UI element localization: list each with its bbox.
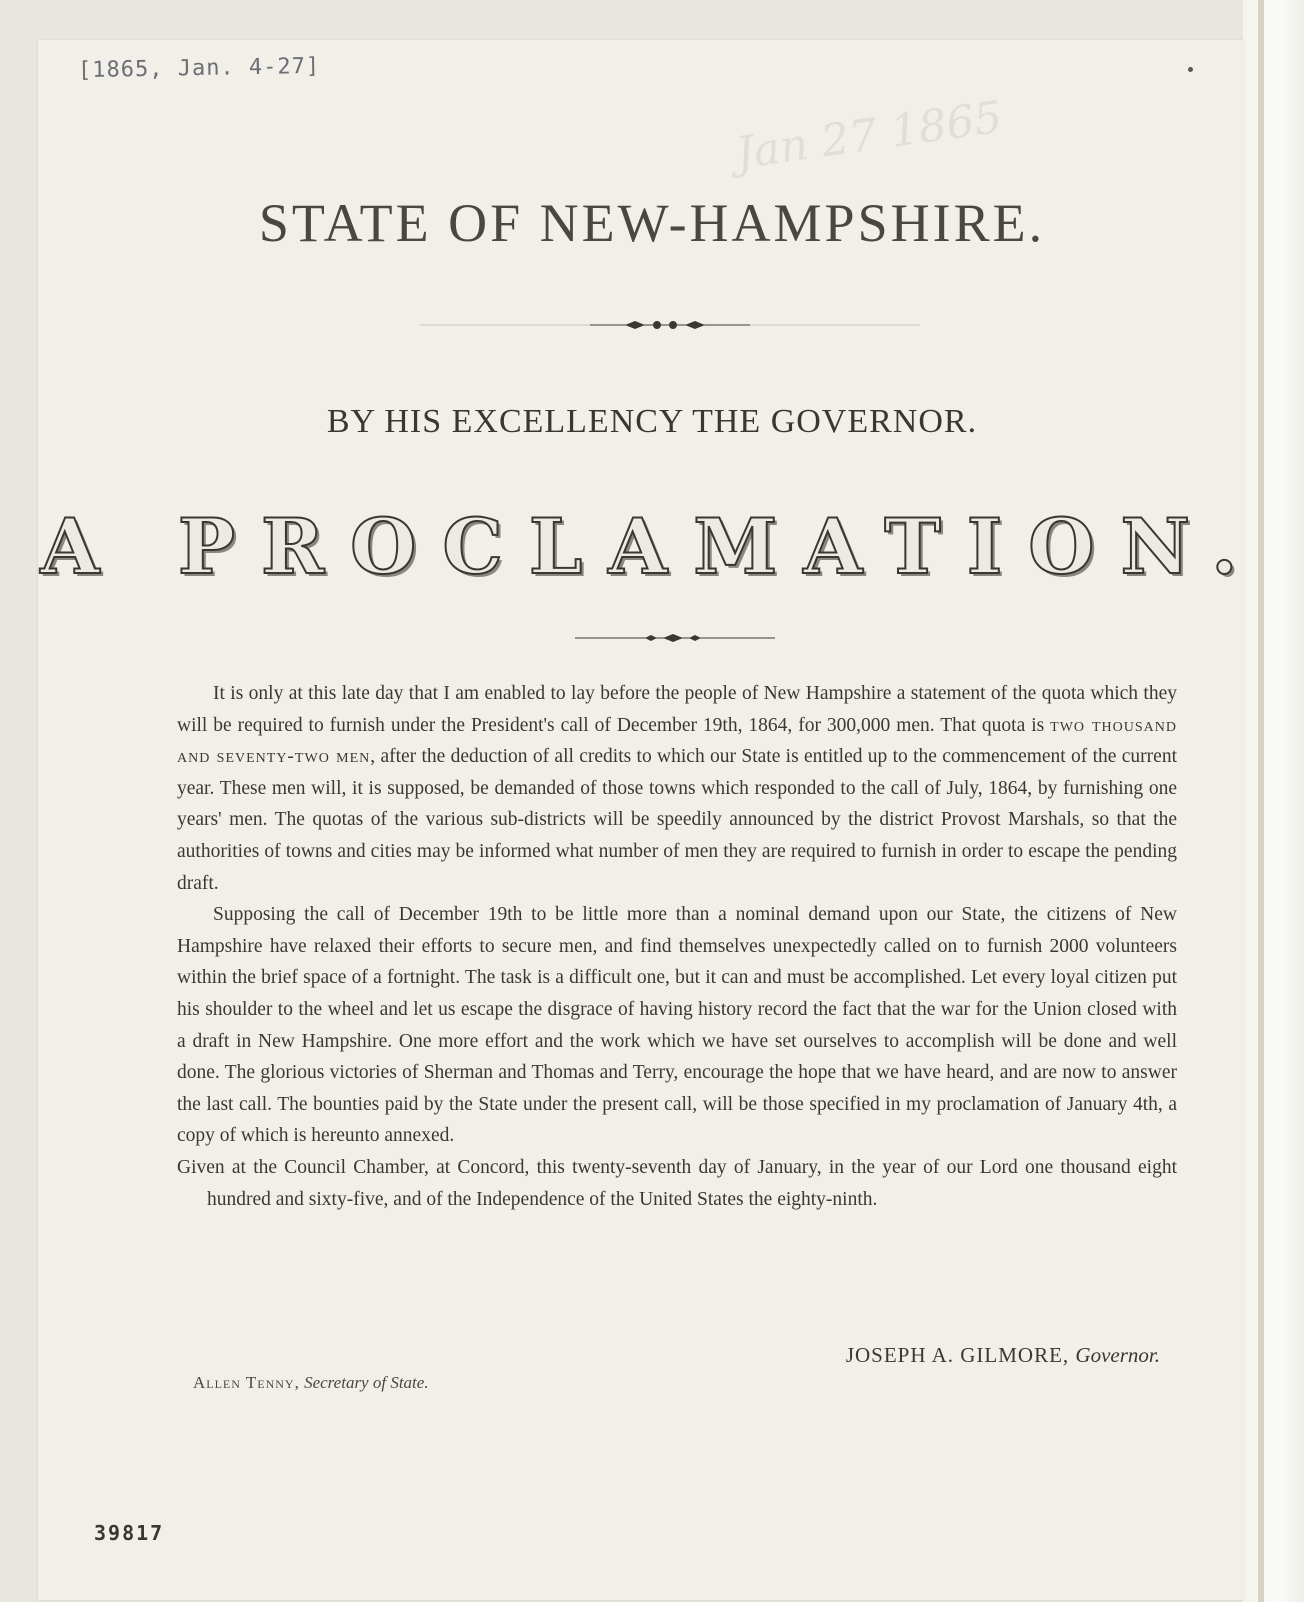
handwritten-date-annotation: [1865, Jan. 4-27]	[77, 53, 321, 84]
governor-title: Governor.	[1075, 1343, 1160, 1367]
ornamental-rule-bottom	[575, 632, 775, 644]
ink-spot	[1188, 67, 1193, 72]
body-paragraph-2: Supposing the call of December 19th to be little more than a nominal demand upon our State, the citizens of New Hampshire have relaxed their efforts to secure men, and find themselves unexpectedly called on to furnish 2000 volunteers within the brief space of a fortnight. The task is a difficult one, but it can and must be accomplished. Let every loyal citizen put his shoulder to the wheel and let us escape the disgrace of having history record the fact that the war for the Union closed with a draft in New Hampshire. One more effort and the work which we have set ourselves to accomplish will be done and well done. The glorious victories of Sherman and Thomas and Terry, encourage the hope that we have heard, and are now to answer the last call. The bounties paid by the State under the present call, will be those specified in my proclamation of January 4th, a copy of which is hereunto annexed.	[177, 904, 1177, 1147]
secretary-name: Allen Tenny,	[193, 1373, 300, 1392]
catalog-number: 39817	[94, 1521, 165, 1545]
paragraph-1-text-a: It is only at this late day that I am enabled to lay before the people of New Hampshire a statement of the quota which they will be required to furnish under the President's call of December 19th, 1864, for 300,000 men. That quota is	[177, 683, 1177, 736]
quota-amount: two thousand and seventy-two men	[177, 714, 1177, 768]
body-paragraph-1	[177, 678, 1177, 899]
secretary-attestation	[193, 1373, 429, 1393]
given-at-clause: Given at the Council Chamber, at Concord, this twenty-seventh day of January, in the year of our Lord one thousand eight hundred and sixty-five, and of the Independence of the United States the eighty-ninth.	[177, 1156, 1177, 1210]
governor-name: JOSEPH A. GILMORE,	[845, 1343, 1070, 1367]
ornamental-rule-top	[420, 318, 920, 332]
secretary-title: Secretary of State.	[304, 1373, 429, 1392]
state-title: STATE OF NEW-HAMPSHIRE.	[258, 193, 1046, 253]
proclamation-title: A PROCLAMATION.	[40, 502, 1264, 591]
paragraph-1-text-b: , after the deduction of all credits to which our State is entitled up to the commencement of the current year. These men will, it is supposed, be demanded of those towns which responded to the call of July, 1864, by furnishing one years' men. The quotas of the various sub-districts will be speedily announced by the district Provost Marshals, so that the authorities of towns and cities may be informed what number of men they are required to furnish in order to escape the pending draft.	[177, 746, 1177, 894]
faint-pencil-date: Jan 27 1865	[732, 91, 1006, 180]
governor-signature	[0, 1343, 1160, 1368]
authority-heading: BY HIS EXCELLENCY THE GOVERNOR.	[326, 403, 978, 440]
proclamation-body	[177, 678, 1177, 1215]
